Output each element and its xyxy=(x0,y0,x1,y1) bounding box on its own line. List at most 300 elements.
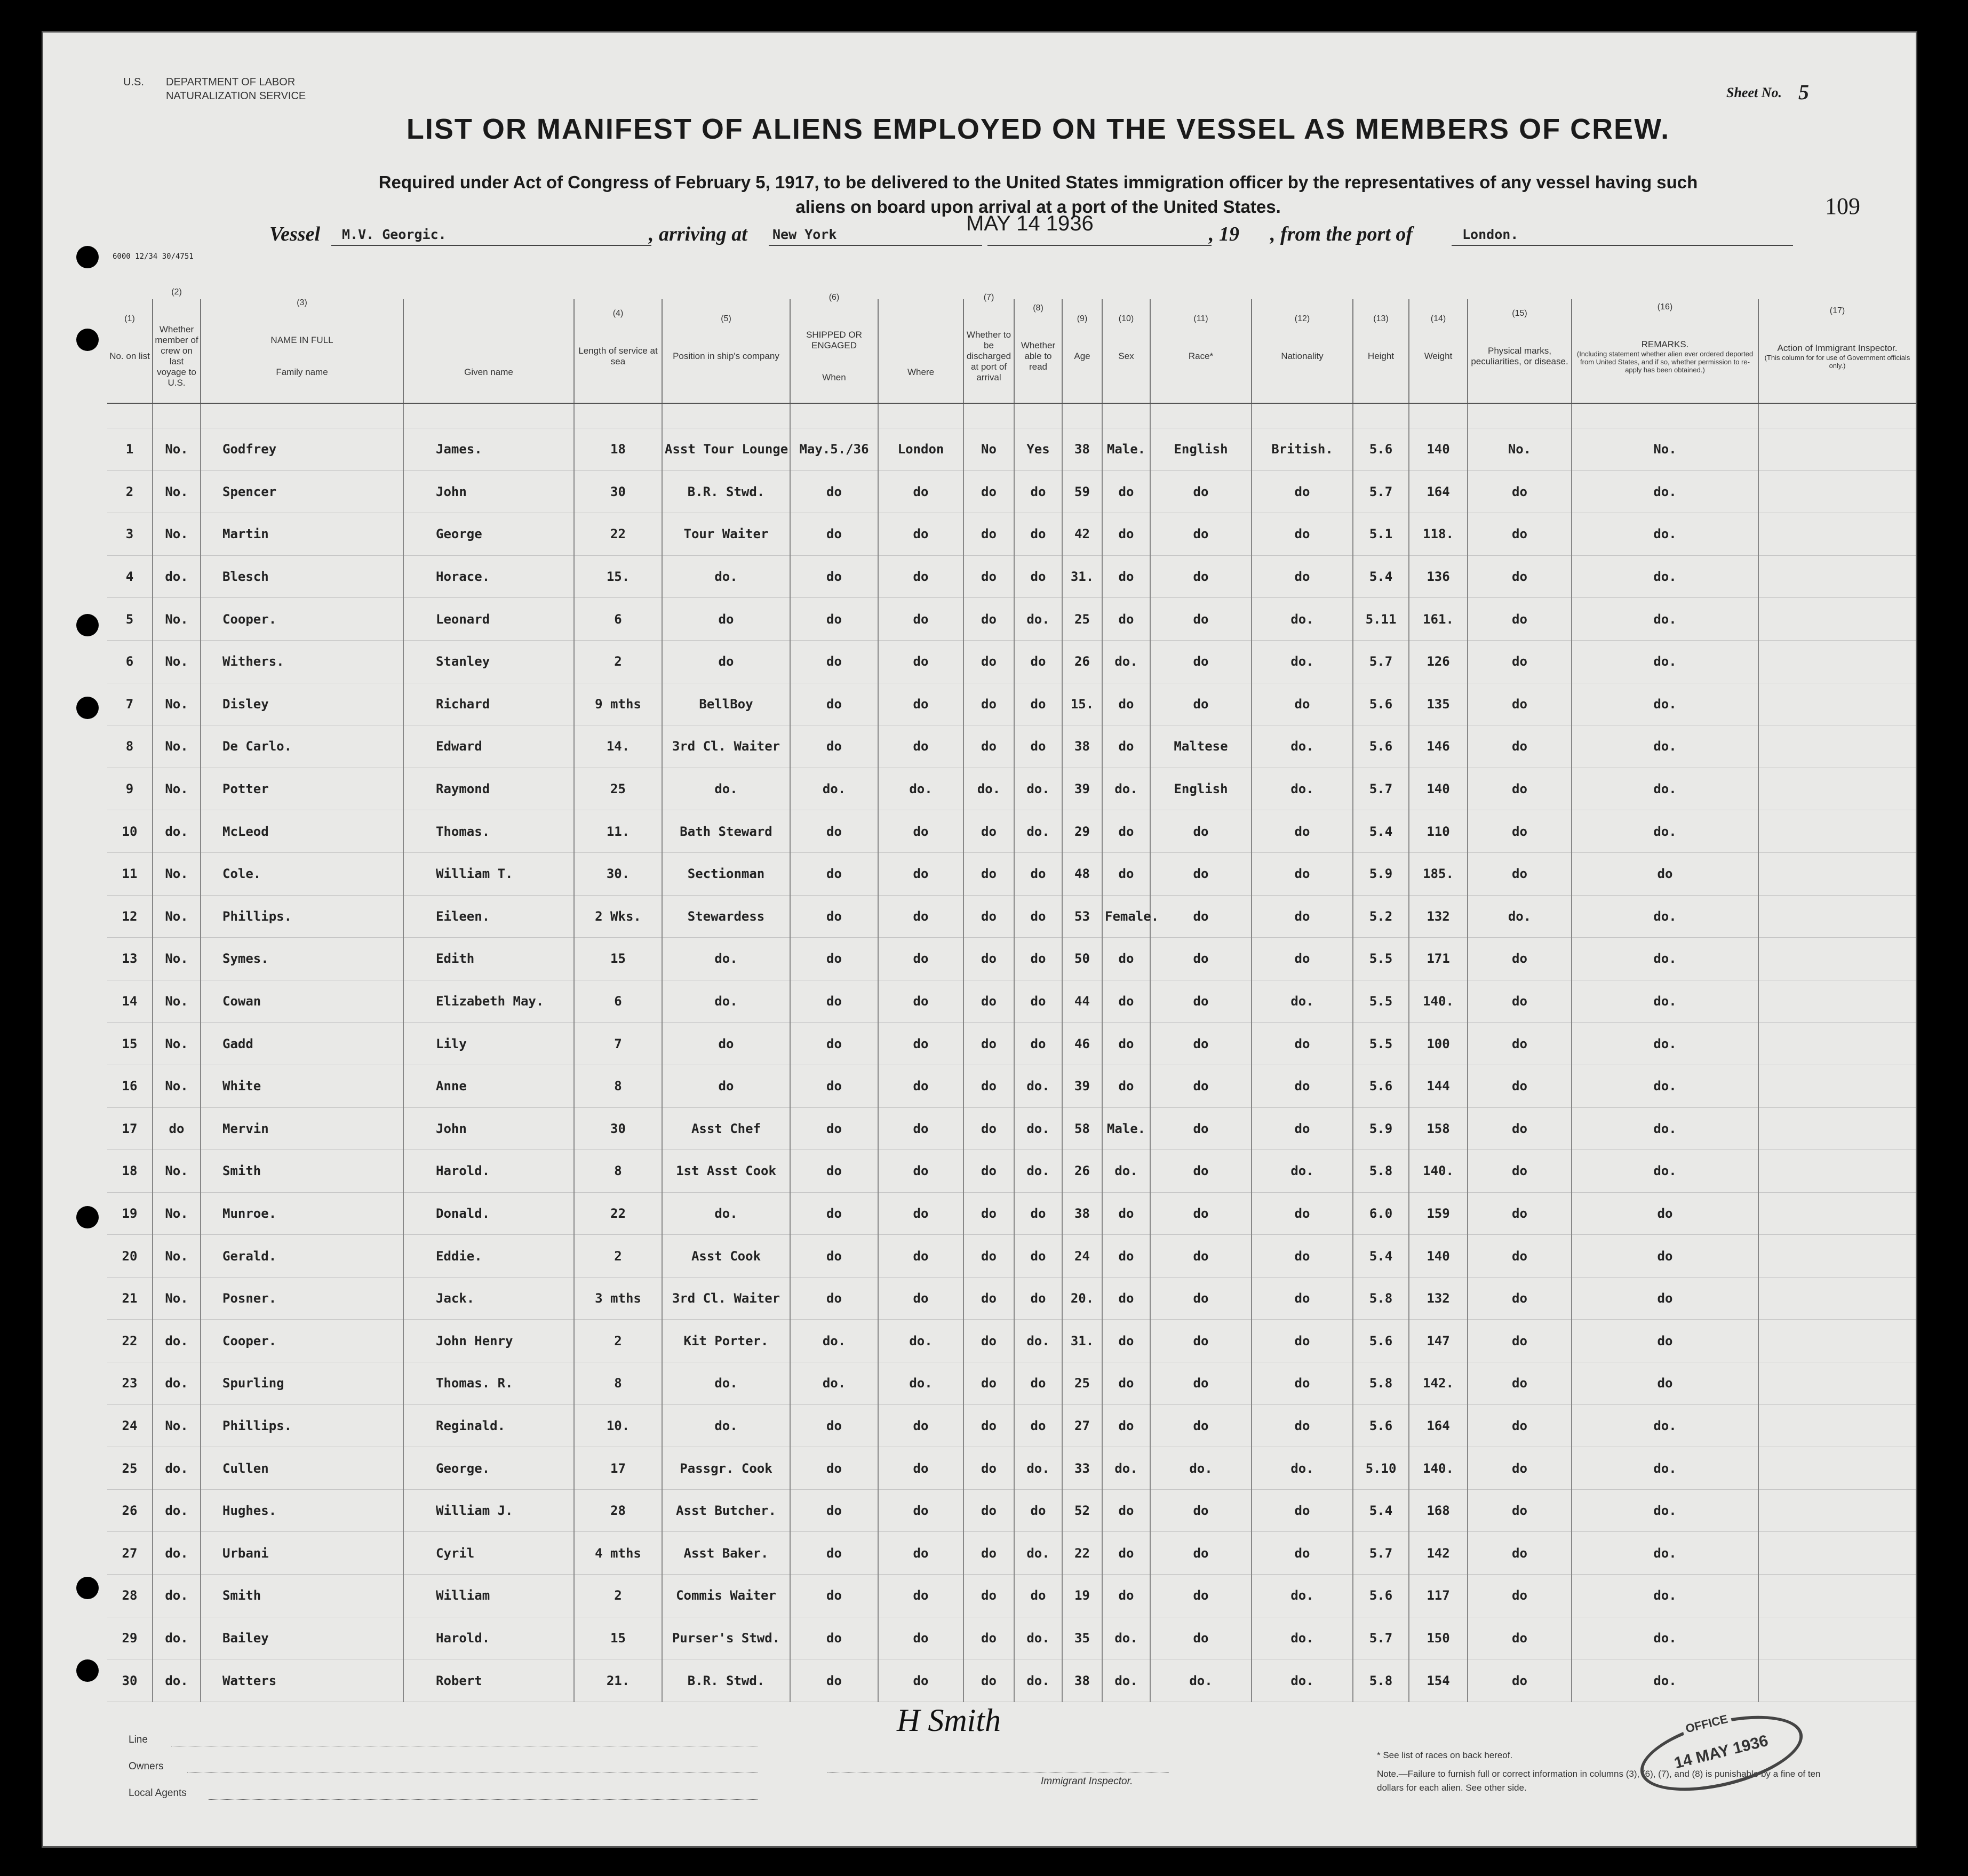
race-cell: do xyxy=(1150,810,1252,853)
age-cell: 38 xyxy=(1062,725,1102,768)
family-name-cell: Cowan xyxy=(201,980,403,1023)
nationality-cell: do. xyxy=(1252,1659,1353,1702)
physical-marks-cell: do xyxy=(1468,1447,1572,1490)
row-number-cell: 7 xyxy=(107,683,153,725)
physical-marks-cell: do xyxy=(1468,1107,1572,1150)
col-header: (17) Action of Immigrant Inspector. (This column for for use of Government officials only.) xyxy=(1758,299,1916,403)
physical-marks-cell: do xyxy=(1468,810,1572,853)
col-header: (6) SHIPPED OR ENGAGED When xyxy=(790,299,878,403)
height-cell: 5.6 xyxy=(1353,683,1409,725)
department-line-1: U.S. xyxy=(123,76,144,88)
shipped-where-cell: do xyxy=(878,980,963,1023)
table-row xyxy=(107,1404,1916,1447)
age-cell: 39 xyxy=(1062,1065,1102,1107)
height-cell: 5.7 xyxy=(1353,1532,1409,1575)
row-number-cell: 10 xyxy=(107,810,153,853)
table-row xyxy=(107,980,1916,1023)
race-cell: do xyxy=(1150,1489,1252,1532)
physical-marks-cell: do xyxy=(1468,1617,1572,1659)
weight-cell: 140 xyxy=(1409,768,1468,810)
inspector-action-cell xyxy=(1758,1150,1916,1193)
weight-cell: 161. xyxy=(1409,598,1468,641)
weight-cell: 142 xyxy=(1409,1532,1468,1575)
remarks-cell: do. xyxy=(1572,1532,1758,1575)
inspector-action-cell xyxy=(1758,683,1916,725)
shipped-where-cell: do xyxy=(878,895,963,938)
sex-cell: do xyxy=(1102,852,1150,895)
weight-cell: 110 xyxy=(1409,810,1468,853)
prior-voyage-cell: No. xyxy=(153,1277,201,1320)
page-title: LIST OR MANIFEST OF ALIENS EMPLOYED ON THE VESSEL AS MEMBERS OF CREW. xyxy=(406,113,1670,145)
remarks-cell: do xyxy=(1572,1277,1758,1320)
table-row xyxy=(107,470,1916,513)
prior-voyage-cell: do. xyxy=(153,1320,201,1362)
table-row xyxy=(107,1362,1916,1405)
table-body xyxy=(107,403,1916,1702)
race-cell: do xyxy=(1150,980,1252,1023)
row-number-cell: 6 xyxy=(107,640,153,683)
height-cell: 5.6 xyxy=(1353,1320,1409,1362)
weight-cell: 140 xyxy=(1409,1235,1468,1278)
nationality-cell: do. xyxy=(1252,640,1353,683)
given-name-cell: Lily xyxy=(403,1023,574,1065)
prior-voyage-cell: No. xyxy=(153,640,201,683)
physical-marks-cell: do xyxy=(1468,1277,1572,1320)
height-cell: 5.5 xyxy=(1353,1023,1409,1065)
race-cell: do xyxy=(1150,852,1252,895)
able-to-read-cell: do xyxy=(1014,895,1062,938)
length-of-service-cell: 7 xyxy=(574,1023,662,1065)
height-cell: 5.7 xyxy=(1353,1617,1409,1659)
given-name-cell: Robert xyxy=(403,1659,574,1702)
row-number-cell: 16 xyxy=(107,1065,153,1107)
height-cell: 5.9 xyxy=(1353,1107,1409,1150)
weight-cell: 164 xyxy=(1409,470,1468,513)
able-to-read-cell: do xyxy=(1014,1192,1062,1235)
physical-marks-cell: do xyxy=(1468,1235,1572,1278)
height-cell: 5.7 xyxy=(1353,768,1409,810)
row-number-cell: 12 xyxy=(107,895,153,938)
race-cell: do xyxy=(1150,1192,1252,1235)
remarks-cell: do. xyxy=(1572,1489,1758,1532)
age-cell: 48 xyxy=(1062,852,1102,895)
col-header: Where xyxy=(878,299,963,403)
col-header: (13) Height xyxy=(1353,299,1409,403)
sex-cell: do xyxy=(1102,980,1150,1023)
remarks-cell: do. xyxy=(1572,598,1758,641)
family-name-cell: Cooper. xyxy=(201,598,403,641)
shipped-when-cell: do xyxy=(790,1235,878,1278)
table-row xyxy=(107,1447,1916,1490)
sex-cell: do xyxy=(1102,1277,1150,1320)
length-of-service-cell: 15 xyxy=(574,938,662,980)
shipped-when-cell: do xyxy=(790,1023,878,1065)
height-cell: 5.4 xyxy=(1353,555,1409,598)
position-cell: do xyxy=(662,598,790,641)
row-number-cell: 27 xyxy=(107,1532,153,1575)
age-cell: 31. xyxy=(1062,1320,1102,1362)
given-name-cell: Raymond xyxy=(403,768,574,810)
remarks-cell: do. xyxy=(1572,1617,1758,1659)
discharged-cell: do xyxy=(963,555,1014,598)
nationality-cell: do xyxy=(1252,683,1353,725)
row-number-cell: 22 xyxy=(107,1320,153,1362)
nationality-cell: do xyxy=(1252,1277,1353,1320)
shipped-when-cell: do. xyxy=(790,1320,878,1362)
row-number-cell: 11 xyxy=(107,852,153,895)
discharged-cell: do xyxy=(963,1192,1014,1235)
race-cell: do. xyxy=(1150,1659,1252,1702)
shipped-when-cell: do. xyxy=(790,1362,878,1405)
family-name-cell: Martin xyxy=(201,513,403,556)
given-name-cell: Leonard xyxy=(403,598,574,641)
age-cell: 38 xyxy=(1062,428,1102,471)
position-cell: Bath Steward xyxy=(662,810,790,853)
shipped-when-cell: do xyxy=(790,1489,878,1532)
shipped-where-cell: do xyxy=(878,1532,963,1575)
shipped-when-cell: do xyxy=(790,1107,878,1150)
nationality-cell: do xyxy=(1252,1489,1353,1532)
shipped-where-cell: do xyxy=(878,683,963,725)
age-cell: 58 xyxy=(1062,1107,1102,1150)
race-cell: do xyxy=(1150,1404,1252,1447)
physical-marks-cell: do xyxy=(1468,1404,1572,1447)
prior-voyage-cell: No. xyxy=(153,513,201,556)
height-cell: 5.1 xyxy=(1353,513,1409,556)
height-cell: 5.7 xyxy=(1353,470,1409,513)
weight-cell: 136 xyxy=(1409,555,1468,598)
race-cell: do xyxy=(1150,555,1252,598)
position-cell: Asst Chef xyxy=(662,1107,790,1150)
height-cell: 5.5 xyxy=(1353,980,1409,1023)
discharged-cell: No xyxy=(963,428,1014,471)
prior-voyage-cell: No. xyxy=(153,470,201,513)
race-cell: do. xyxy=(1150,1447,1252,1490)
able-to-read-cell: do xyxy=(1014,1277,1062,1320)
sex-cell: do. xyxy=(1102,768,1150,810)
shipped-when-cell: do xyxy=(790,725,878,768)
given-name-cell: Edith xyxy=(403,938,574,980)
binder-hole xyxy=(76,246,99,268)
family-name-cell: Gadd xyxy=(201,1023,403,1065)
prior-voyage-cell: No. xyxy=(153,1150,201,1193)
remarks-cell: do. xyxy=(1572,810,1758,853)
discharged-cell: do xyxy=(963,1065,1014,1107)
sex-cell: do xyxy=(1102,1404,1150,1447)
nationality-cell: do xyxy=(1252,810,1353,853)
shipped-when-cell: do xyxy=(790,938,878,980)
sex-cell: do xyxy=(1102,938,1150,980)
position-cell: Commis Waiter xyxy=(662,1575,790,1617)
physical-marks-cell: do xyxy=(1468,683,1572,725)
age-cell: 31. xyxy=(1062,555,1102,598)
page-number: 109 xyxy=(1825,193,1860,219)
physical-marks-cell: do xyxy=(1468,1489,1572,1532)
penalty-note: Note.—Failure to furnish full or correct information in columns (3), (6), (7), and (8) is punishable by a fine of ten dollars for each alien. See other side. xyxy=(1377,1769,1821,1793)
physical-marks-cell: do xyxy=(1468,1192,1572,1235)
discharged-cell: do xyxy=(963,1447,1014,1490)
table-row xyxy=(107,598,1916,641)
remarks-cell: do. xyxy=(1572,1404,1758,1447)
family-name-cell: Phillips. xyxy=(201,895,403,938)
length-of-service-cell: 2 xyxy=(574,1235,662,1278)
binder-hole xyxy=(76,697,99,719)
table-row xyxy=(107,1575,1916,1617)
race-cell: English xyxy=(1150,428,1252,471)
able-to-read-cell: do xyxy=(1014,725,1062,768)
sex-cell: do xyxy=(1102,725,1150,768)
family-name-cell: Godfrey xyxy=(201,428,403,471)
shipped-when-cell: do xyxy=(790,810,878,853)
arriving-label: , arriving at xyxy=(649,223,747,245)
age-cell: 25 xyxy=(1062,1362,1102,1405)
height-cell: 6.0 xyxy=(1353,1192,1409,1235)
shipped-where-cell: do xyxy=(878,1192,963,1235)
inspector-action-cell xyxy=(1758,895,1916,938)
stamp-office-text: OFFICE xyxy=(1681,1711,1732,1737)
given-name-cell: Thomas. R. xyxy=(403,1362,574,1405)
weight-cell: 118. xyxy=(1409,513,1468,556)
race-cell: do xyxy=(1150,1617,1252,1659)
sheet-number: 5 xyxy=(1798,80,1809,104)
discharged-cell: do xyxy=(963,810,1014,853)
inspector-action-cell xyxy=(1758,1065,1916,1107)
shipped-where-cell: do xyxy=(878,555,963,598)
weight-cell: 146 xyxy=(1409,725,1468,768)
inspector-action-cell xyxy=(1758,725,1916,768)
age-cell: 38 xyxy=(1062,1192,1102,1235)
shipped-where-cell: do xyxy=(878,1023,963,1065)
shipped-where-cell: do xyxy=(878,640,963,683)
col-header: (15) Physical marks, peculiarities, or disease. xyxy=(1468,299,1572,403)
position-cell: do xyxy=(662,640,790,683)
from-port: London. xyxy=(1462,227,1519,242)
shipped-where-cell: do xyxy=(878,1107,963,1150)
remarks-cell: do. xyxy=(1572,555,1758,598)
race-cell: do xyxy=(1150,640,1252,683)
position-cell: do. xyxy=(662,1362,790,1405)
shipped-when-cell: do xyxy=(790,470,878,513)
position-cell: Asst Tour Lounge xyxy=(662,428,790,471)
weight-cell: 132 xyxy=(1409,895,1468,938)
nationality-cell: do xyxy=(1252,1065,1353,1107)
prior-voyage-cell: No. xyxy=(153,683,201,725)
race-cell: do xyxy=(1150,1575,1252,1617)
remarks-cell: do xyxy=(1572,1192,1758,1235)
row-number-cell: 21 xyxy=(107,1277,153,1320)
physical-marks-cell: do xyxy=(1468,470,1572,513)
able-to-read-cell: do xyxy=(1014,852,1062,895)
race-cell: do xyxy=(1150,1065,1252,1107)
table-header-row xyxy=(107,299,1916,403)
length-of-service-cell: 8 xyxy=(574,1150,662,1193)
position-cell: do. xyxy=(662,555,790,598)
shipped-where-cell: do xyxy=(878,725,963,768)
inspector-action-cell xyxy=(1758,1489,1916,1532)
name-in-full-header: NAME IN FULL xyxy=(270,335,333,345)
inspector-action-cell xyxy=(1758,810,1916,853)
discharged-cell: do xyxy=(963,980,1014,1023)
col-header: (12) Nationality xyxy=(1252,299,1353,403)
discharged-cell: do. xyxy=(963,768,1014,810)
weight-cell: 140. xyxy=(1409,980,1468,1023)
discharged-cell: do xyxy=(963,1277,1014,1320)
length-of-service-cell: 10. xyxy=(574,1404,662,1447)
given-name-cell: Cyril xyxy=(403,1532,574,1575)
prior-voyage-cell: No. xyxy=(153,428,201,471)
col-header: (14) Weight xyxy=(1409,299,1468,403)
age-cell: 26 xyxy=(1062,1150,1102,1193)
col-header: (10) Sex xyxy=(1102,299,1150,403)
row-number-cell: 29 xyxy=(107,1617,153,1659)
age-cell: 25 xyxy=(1062,598,1102,641)
length-of-service-cell: 2 Wks. xyxy=(574,895,662,938)
able-to-read-cell: do xyxy=(1014,980,1062,1023)
shipped-where-cell: do xyxy=(878,852,963,895)
remarks-cell: do. xyxy=(1572,1447,1758,1490)
height-cell: 5.2 xyxy=(1353,895,1409,938)
inspector-action-cell xyxy=(1758,1617,1916,1659)
nationality-cell: do. xyxy=(1252,768,1353,810)
prior-voyage-cell: No. xyxy=(153,1065,201,1107)
remarks-cell: do xyxy=(1572,1320,1758,1362)
race-cell: do xyxy=(1150,1362,1252,1405)
discharged-cell: do xyxy=(963,1023,1014,1065)
department-line-2: DEPARTMENT OF LABOR xyxy=(166,76,296,88)
able-to-read-cell: do xyxy=(1014,938,1062,980)
inspector-note: (This column for for use of Government officials only.) xyxy=(1764,354,1910,370)
physical-marks-cell: do xyxy=(1468,1575,1572,1617)
sex-cell: do xyxy=(1102,1320,1150,1362)
shipped-where-cell: do xyxy=(878,1404,963,1447)
table-row xyxy=(107,1107,1916,1150)
weight-cell: 168 xyxy=(1409,1489,1468,1532)
weight-cell: 126 xyxy=(1409,640,1468,683)
length-of-service-cell: 9 mths xyxy=(574,683,662,725)
physical-marks-cell: do xyxy=(1468,555,1572,598)
given-name-cell: William xyxy=(403,1575,574,1617)
row-number-cell: 17 xyxy=(107,1107,153,1150)
height-cell: 5.6 xyxy=(1353,1575,1409,1617)
shipped-where-cell: do xyxy=(878,1489,963,1532)
row-number-cell: 4 xyxy=(107,555,153,598)
shipped-where-cell: do xyxy=(878,1150,963,1193)
family-name-cell: Gerald. xyxy=(201,1235,403,1278)
shipped-when-cell: do xyxy=(790,640,878,683)
prior-voyage-cell: do. xyxy=(153,1659,201,1702)
subtitle-line-2: aliens on board upon arrival at a port of the United States. xyxy=(795,197,1281,217)
table-row xyxy=(107,1023,1916,1065)
able-to-read-cell: do xyxy=(1014,1235,1062,1278)
inspector-action-cell xyxy=(1758,980,1916,1023)
row-number-cell: 3 xyxy=(107,513,153,556)
height-cell: 5.6 xyxy=(1353,1065,1409,1107)
remarks-cell: do xyxy=(1572,852,1758,895)
prior-voyage-cell: do. xyxy=(153,1617,201,1659)
able-to-read-cell: do. xyxy=(1014,598,1062,641)
family-name-cell: Withers. xyxy=(201,640,403,683)
physical-marks-cell: do. xyxy=(1468,895,1572,938)
physical-marks-cell: do xyxy=(1468,1065,1572,1107)
remarks-cell: do. xyxy=(1572,938,1758,980)
arriving-port: New York xyxy=(772,227,837,242)
col-header: (3) NAME IN FULL Family name xyxy=(201,299,403,403)
shipped-when-cell: do xyxy=(790,555,878,598)
table-row xyxy=(107,1489,1916,1532)
shipped-where-cell: do xyxy=(878,513,963,556)
position-cell: 3rd Cl. Waiter xyxy=(662,1277,790,1320)
family-name-cell: Spurling xyxy=(201,1362,403,1405)
race-cell: do xyxy=(1150,470,1252,513)
row-number-cell: 2 xyxy=(107,470,153,513)
form-number: 6000 12/34 30/4751 xyxy=(113,252,194,261)
race-cell: Maltese xyxy=(1150,725,1252,768)
row-number-cell: 30 xyxy=(107,1659,153,1702)
able-to-read-cell: do. xyxy=(1014,1320,1062,1362)
given-name-cell: Jack. xyxy=(403,1277,574,1320)
remarks-cell: do. xyxy=(1572,895,1758,938)
sex-cell: Female. xyxy=(1102,895,1150,938)
row-number-cell: 15 xyxy=(107,1023,153,1065)
row-number-cell: 24 xyxy=(107,1404,153,1447)
sex-cell: do xyxy=(1102,598,1150,641)
remarks-cell: No. xyxy=(1572,428,1758,471)
inspector-action-cell xyxy=(1758,428,1916,471)
weight-cell: 185. xyxy=(1409,852,1468,895)
length-of-service-cell: 18 xyxy=(574,428,662,471)
remarks-cell: do xyxy=(1572,1362,1758,1405)
physical-marks-cell: do xyxy=(1468,1150,1572,1193)
length-of-service-cell: 22 xyxy=(574,513,662,556)
weight-cell: 147 xyxy=(1409,1320,1468,1362)
physical-marks-cell: do xyxy=(1468,938,1572,980)
shipped-where-cell: do xyxy=(878,1659,963,1702)
shipped-where-cell: do xyxy=(878,810,963,853)
table-row xyxy=(107,1065,1916,1107)
shipped-when-cell: do xyxy=(790,1065,878,1107)
prior-voyage-cell: No. xyxy=(153,1023,201,1065)
race-cell: do xyxy=(1150,1107,1252,1150)
position-cell: do. xyxy=(662,938,790,980)
prior-voyage-cell: do. xyxy=(153,1532,201,1575)
given-name-cell: George xyxy=(403,513,574,556)
sex-cell: do xyxy=(1102,470,1150,513)
able-to-read-cell: do xyxy=(1014,1489,1062,1532)
able-to-read-cell: Yes xyxy=(1014,428,1062,471)
sex-cell: do xyxy=(1102,1023,1150,1065)
age-cell: 15. xyxy=(1062,683,1102,725)
family-name-cell: Bailey xyxy=(201,1617,403,1659)
age-cell: 46 xyxy=(1062,1023,1102,1065)
length-of-service-cell: 22 xyxy=(574,1192,662,1235)
given-name-cell: George. xyxy=(403,1447,574,1490)
given-name-cell: Eileen. xyxy=(403,895,574,938)
nationality-cell: do xyxy=(1252,1532,1353,1575)
remarks-cell: do. xyxy=(1572,683,1758,725)
shipped-where-cell: do xyxy=(878,598,963,641)
family-name-cell: Posner. xyxy=(201,1277,403,1320)
position-cell: Stewardess xyxy=(662,895,790,938)
length-of-service-cell: 8 xyxy=(574,1362,662,1405)
from-port-label: , from the port of xyxy=(1270,223,1413,245)
table-row xyxy=(107,513,1916,556)
table-row xyxy=(107,725,1916,768)
shipped-when-cell: do xyxy=(790,1150,878,1193)
remarks-cell: do. xyxy=(1572,1575,1758,1617)
from-port-underline xyxy=(1452,245,1793,246)
shipped-when-cell: do xyxy=(790,1575,878,1617)
col-header: (9) Age xyxy=(1062,299,1102,403)
